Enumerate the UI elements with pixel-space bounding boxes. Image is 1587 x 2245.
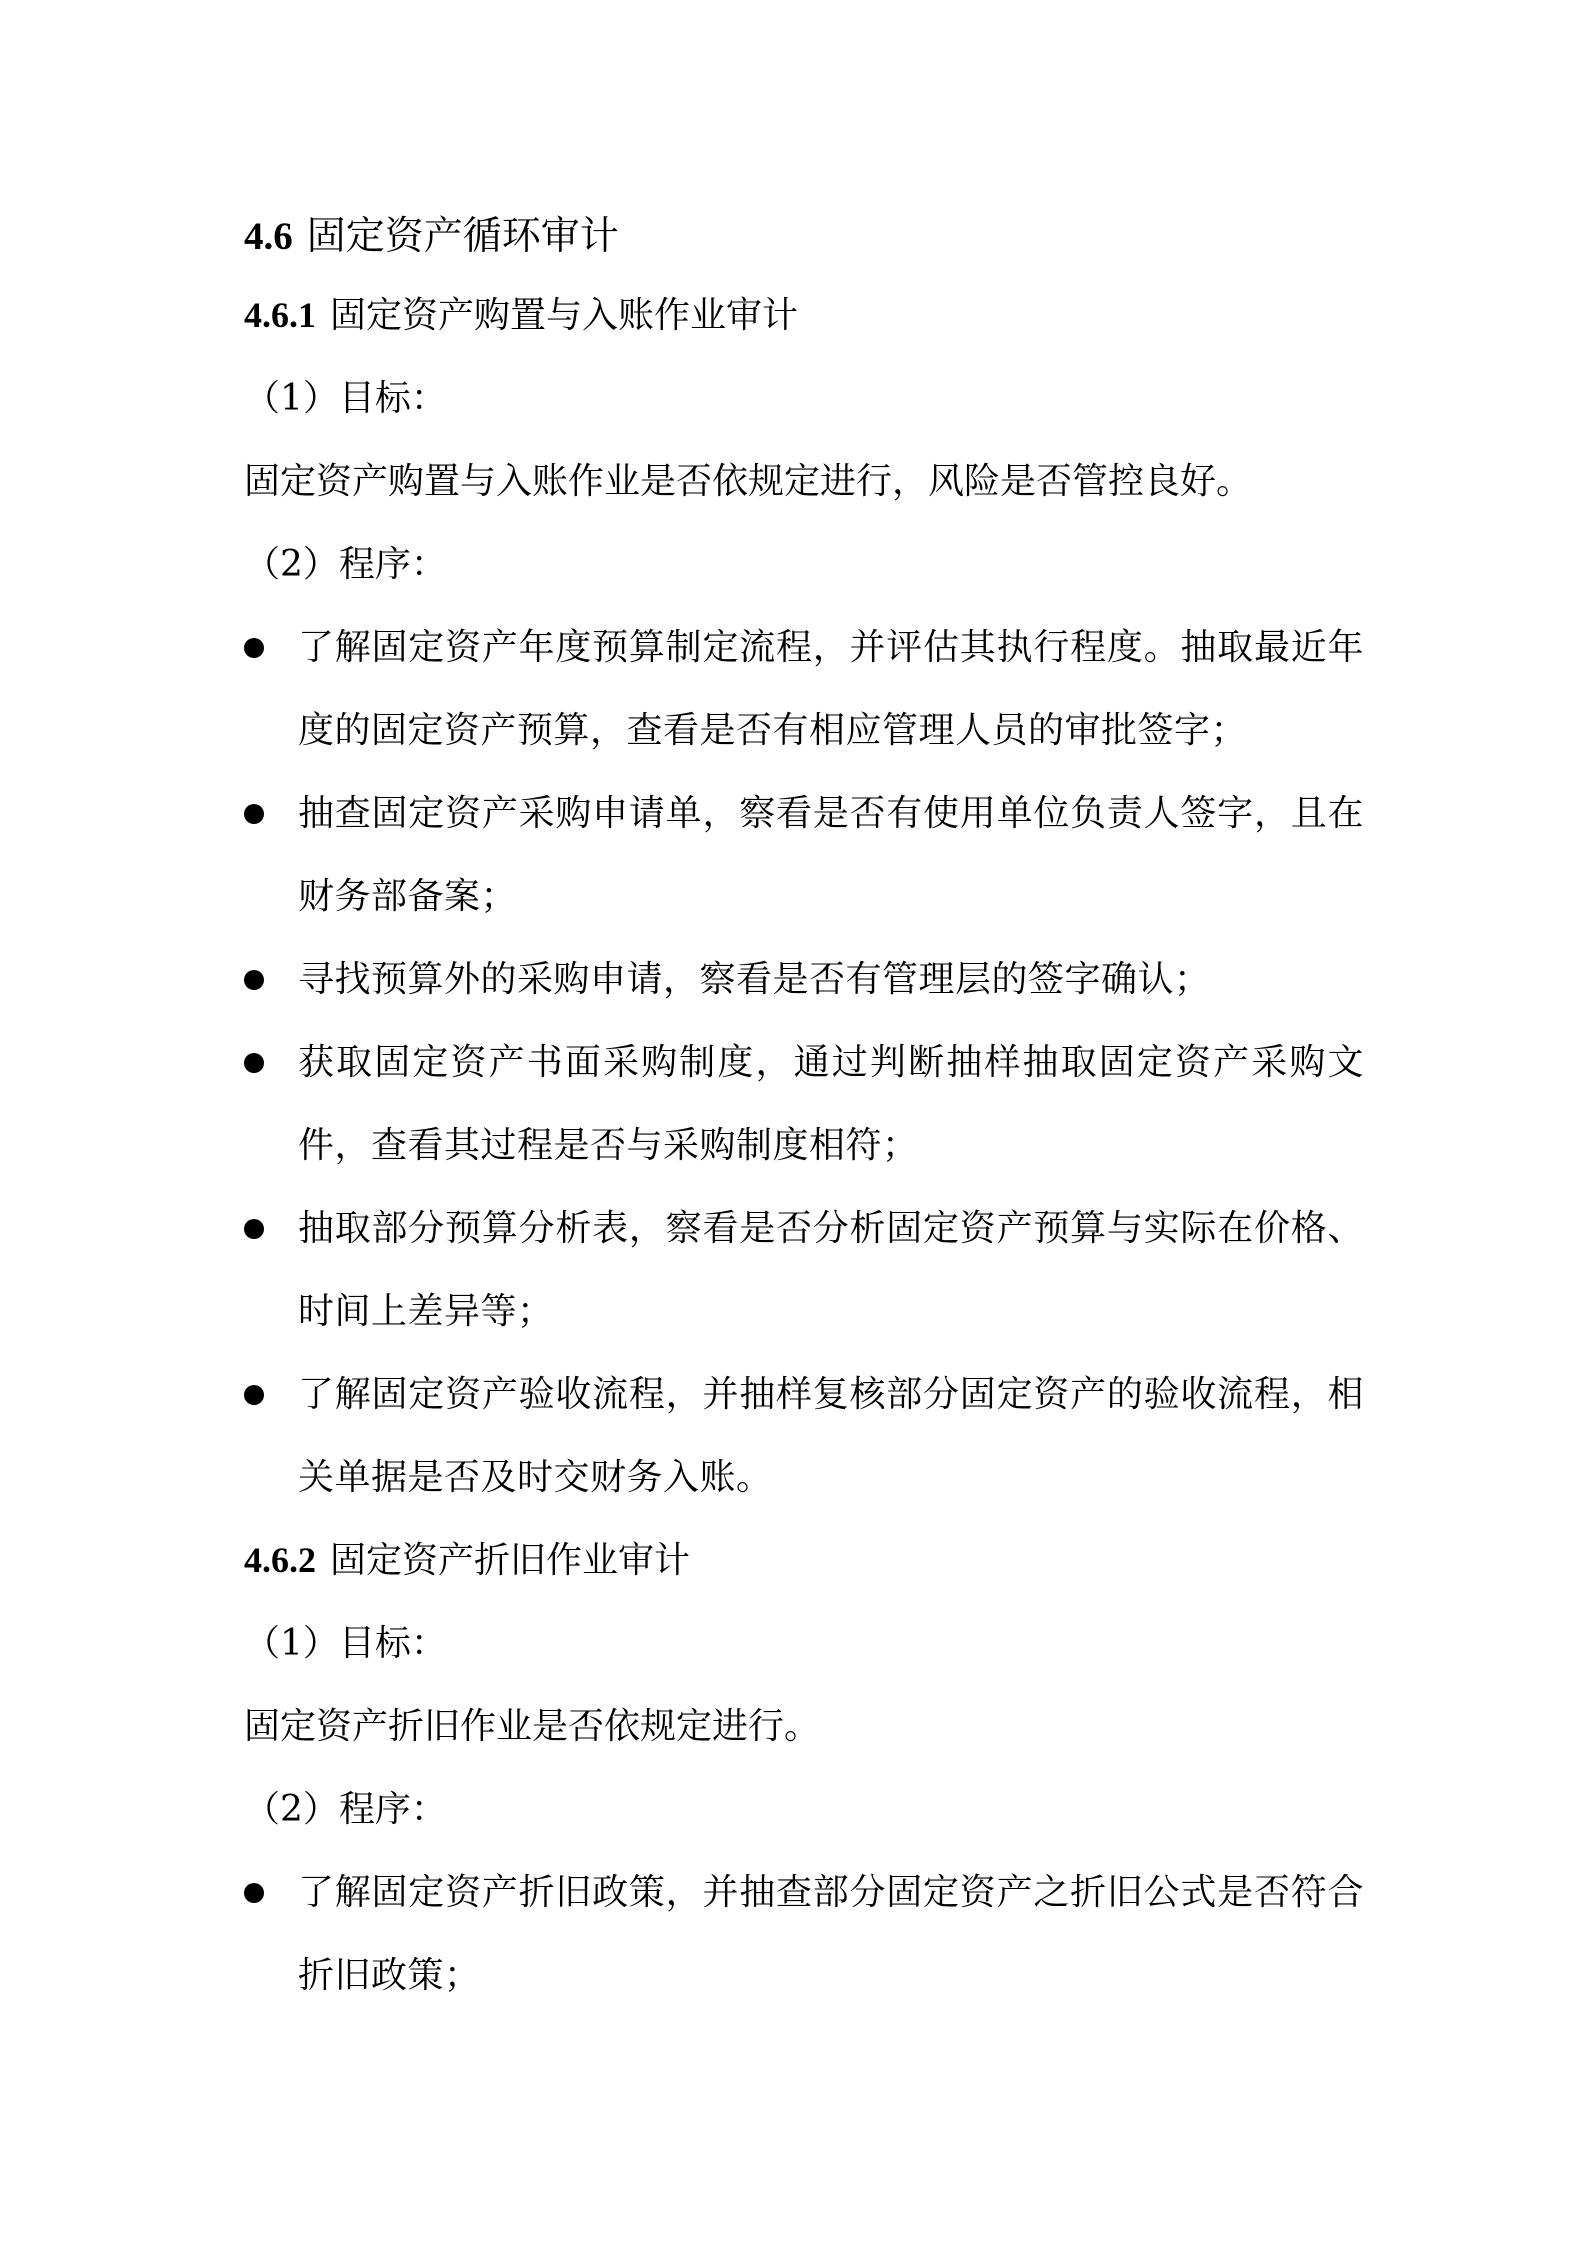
procedure-list-1 [244,606,1364,1519]
goal-text-1: 固定资产购置与入账作业是否依规定进行，风险是否管控良好。 [244,461,1253,502]
subsection-number-1: 4.6.1 [244,295,316,335]
goal-label-2: （1）目标： [244,1623,447,1664]
bullet-icon [244,1053,264,1073]
subsection-number-2: 4.6.2 [244,1540,316,1580]
list-item [244,1021,1364,1187]
goal-label-1: （1）目标： [244,378,447,419]
bullet-icon [244,638,264,658]
list-item-text: 了解固定资产验收流程，并抽样复核部分固定资产的验收流程，相关单据是否及时交财务入账。 [298,1374,1364,1498]
bullet-icon [244,970,264,990]
subsection-heading-1 [244,274,1364,357]
section-heading [244,200,1364,274]
subsection-title-2: 固定资产折旧作业审计 [330,1540,691,1581]
subsection-heading-2 [244,1519,1364,1602]
list-item [244,938,1364,1021]
list-item [244,1851,1364,2017]
bullet-icon [244,804,264,824]
list-item-text: 了解固定资产折旧政策，并抽查部分固定资产之折旧公式是否符合折旧政策； [298,1872,1364,1996]
list-item [244,1187,1364,1353]
list-item-text: 抽查固定资产采购申请单，察看是否有使用单位负责人签字，且在财务部备案； [298,793,1364,917]
document-content [244,200,1364,2017]
bullet-icon [244,1883,264,1903]
goal-text-2: 固定资产折旧作业是否依规定进行。 [244,1706,821,1747]
procedure-list-2 [244,1851,1364,2017]
bullet-icon [244,1385,264,1405]
list-item-text: 了解固定资产年度预算制定流程，并评估其执行程度。抽取最近年度的固定资产预算，查看是否有相应管理人员的审批签字； [298,627,1364,751]
section-number: 4.6 [244,215,293,258]
list-item [244,1353,1364,1519]
list-item-text: 抽取部分预算分析表，察看是否分析固定资产预算与实际在价格、时间上差异等； [298,1208,1364,1332]
procedure-label-1: （2）程序： [244,544,447,585]
list-item-text: 寻找预算外的采购申请，察看是否有管理层的签字确认； [298,959,1211,1000]
bullet-icon [244,1219,264,1239]
list-item [244,772,1364,938]
subsection-title-1: 固定资产购置与入账作业审计 [330,295,799,336]
list-item-text: 获取固定资产书面采购制度，通过判断抽样抽取固定资产采购文件，查看其过程是否与采购制度相符； [298,1042,1364,1166]
procedure-label-2: （2）程序： [244,1789,447,1830]
list-item [244,606,1364,772]
section-title: 固定资产循环审计 [306,214,619,259]
